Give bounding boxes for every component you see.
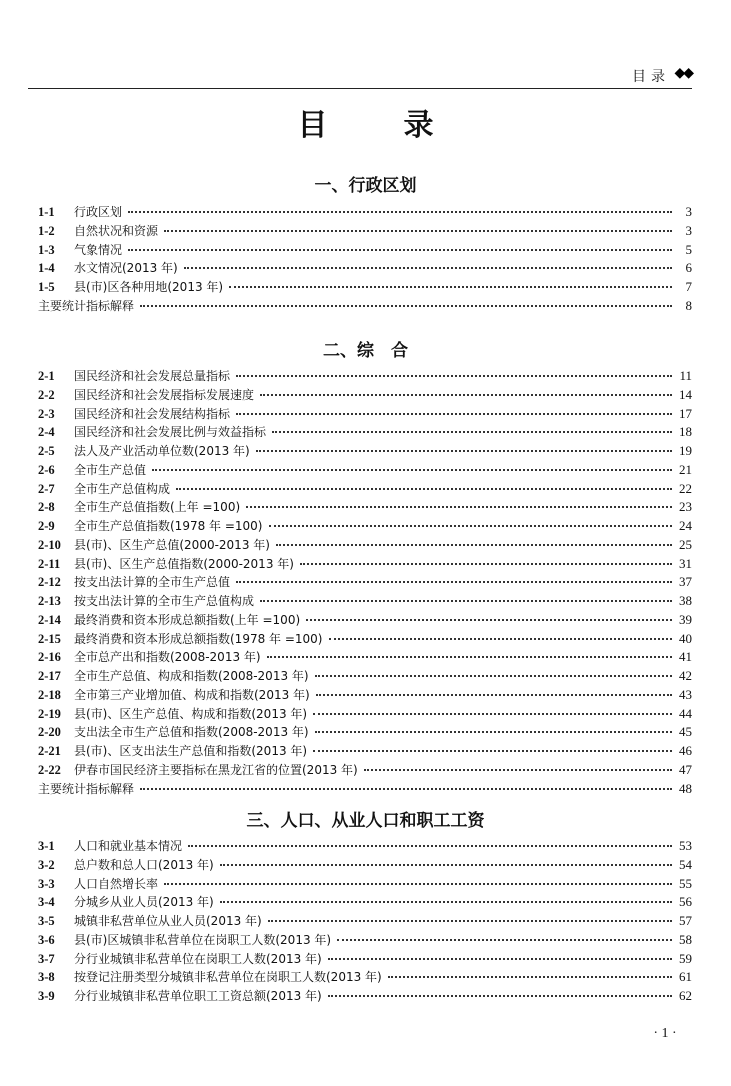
dot-leader xyxy=(316,694,672,696)
dot-leader xyxy=(128,249,672,251)
dot-leader xyxy=(268,920,672,922)
toc-entry-title: 全市生产总值构成 xyxy=(74,481,171,496)
toc-entry[interactable] xyxy=(38,950,692,969)
toc-entry-page: 14 xyxy=(679,386,692,402)
page-number: · 1 · xyxy=(653,1026,677,1041)
toc-entry-title: 国民经济和社会发展指标发展速度 xyxy=(74,387,255,402)
dot-leader xyxy=(328,995,672,997)
toc-entry-number: 2-3 xyxy=(38,406,55,421)
running-head-text: 目录 xyxy=(632,69,670,85)
toc-entry-number: 3-5 xyxy=(38,914,55,928)
toc-entry[interactable] xyxy=(38,686,692,705)
toc-entry-number: 1-2 xyxy=(38,223,55,238)
toc-entry[interactable] xyxy=(38,893,692,912)
toc-entry-page: 21 xyxy=(679,461,692,477)
toc-entry-page: 42 xyxy=(679,668,692,683)
toc-entry-page: 46 xyxy=(679,743,692,758)
toc-entry[interactable] xyxy=(38,278,692,297)
toc-entry-page: 3 xyxy=(685,222,692,238)
toc-section-3 xyxy=(38,837,692,1006)
toc-entry-title: 行政区划 xyxy=(74,205,123,219)
toc-entry-title: 分行业城镇非私营单位在岗职工人数(2013 年) xyxy=(74,951,322,966)
toc-entry-title: 分行业城镇非私营单位职工工资总额(2013 年) xyxy=(74,989,322,1003)
toc-entry-number: 2-16 xyxy=(38,650,61,665)
toc-entry-number: 2-11 xyxy=(38,556,61,571)
toc-entry[interactable] xyxy=(38,875,692,894)
toc-entry-number: 2-5 xyxy=(38,444,55,458)
toc-entry[interactable] xyxy=(38,592,692,611)
toc-entry-title: 支出法全市生产总值和指数(2008-2013 年) xyxy=(74,725,309,740)
toc-entry[interactable] xyxy=(38,723,692,742)
toc-entry[interactable] xyxy=(38,517,692,536)
dot-leader xyxy=(272,431,672,433)
toc-entry-page: 40 xyxy=(679,630,692,646)
toc-entry-page: 44 xyxy=(679,705,692,721)
diamond-ornament-icon: ◆◆ xyxy=(674,65,692,81)
dot-leader xyxy=(313,750,672,752)
toc-entry-number: 2-4 xyxy=(38,425,55,440)
toc-entry[interactable] xyxy=(38,705,692,724)
toc-entry-number: 2-13 xyxy=(38,594,61,608)
toc-entry[interactable] xyxy=(38,573,692,592)
toc-entry[interactable] xyxy=(38,367,692,386)
toc-entry-number: 2-22 xyxy=(38,762,61,777)
toc-entry-number: 2-2 xyxy=(38,387,55,402)
dot-leader xyxy=(260,600,672,602)
toc-entry-number: 2-9 xyxy=(38,519,55,533)
toc-entry-title: 人口和就业基本情况 xyxy=(74,839,183,853)
toc-entry[interactable] xyxy=(38,931,692,950)
dot-leader xyxy=(260,394,672,396)
toc-entry-page: 38 xyxy=(679,593,692,608)
toc-entry-number: 2-1 xyxy=(38,369,55,383)
toc-entry-title: 县(市)、区支出法生产总值和指数(2013 年) xyxy=(74,744,308,758)
toc-entry[interactable] xyxy=(38,630,692,649)
dot-leader xyxy=(364,769,672,771)
toc-entry-page: 37 xyxy=(679,574,692,590)
toc-entry[interactable] xyxy=(38,498,692,517)
toc-entry-number: 3-4 xyxy=(38,895,55,910)
toc-entry-page: 23 xyxy=(679,499,692,515)
toc-entry-title: 县(市)、区生产总值指数(2000-2013 年) xyxy=(74,556,294,571)
toc-entry-page: 31 xyxy=(679,555,692,571)
dot-leader xyxy=(176,488,672,490)
toc-entry-title: 全市生产总值、构成和指数(2008-2013 年) xyxy=(74,669,309,683)
toc-entry-title: 人口自然增长率 xyxy=(74,876,159,891)
toc-entry[interactable] xyxy=(38,742,692,761)
toc-entry-title: 全市生产总值 xyxy=(74,462,147,477)
toc-entry-page: 55 xyxy=(679,875,692,891)
toc-entry-title: 气象情况 xyxy=(74,242,123,257)
toc-entry[interactable] xyxy=(38,856,692,875)
toc-entry[interactable] xyxy=(38,761,692,780)
dot-leader xyxy=(276,544,672,546)
toc-entry-number: 2-7 xyxy=(38,481,55,496)
toc-entry-page: 11 xyxy=(679,368,692,383)
toc-entry-title: 全市生产总值指数(上年 =100) xyxy=(74,500,241,515)
toc-entry-number: 2-17 xyxy=(38,669,61,683)
toc-entry-number: 3-9 xyxy=(38,989,55,1003)
toc-entry[interactable] xyxy=(38,555,692,574)
dot-leader xyxy=(388,976,672,978)
toc-entry-title: 县(市)区各种用地(2013 年) xyxy=(74,280,224,294)
toc-entry-page: 57 xyxy=(679,913,692,928)
toc-entry-number: 3-2 xyxy=(38,857,55,872)
dot-leader xyxy=(220,901,672,903)
toc-entry-title: 县(市)、区生产总值、构成和指数(2013 年) xyxy=(74,706,308,721)
dot-leader xyxy=(236,375,672,377)
toc-entry[interactable] xyxy=(38,259,692,278)
toc-entry[interactable] xyxy=(38,405,692,424)
toc-entry-page: 45 xyxy=(679,724,692,740)
toc-entry-title: 自然状况和资源 xyxy=(74,223,159,238)
toc-entry-number: 3-1 xyxy=(38,839,55,853)
dot-leader xyxy=(236,413,672,415)
toc-entry-page: 62 xyxy=(679,988,692,1003)
toc-entry-number: 2-14 xyxy=(38,612,61,627)
dot-leader xyxy=(337,939,672,941)
toc-entry[interactable] xyxy=(38,968,692,987)
dot-leader xyxy=(184,267,672,269)
toc-entry-page: 8 xyxy=(685,297,692,313)
dot-leader xyxy=(246,506,672,508)
dot-leader xyxy=(328,958,672,960)
toc-entry-title: 国民经济和社会发展总量指标 xyxy=(74,369,231,383)
toc-entry-title: 国民经济和社会发展比例与效益指标 xyxy=(74,425,267,440)
toc-entry-number: 2-20 xyxy=(38,725,61,740)
toc-entry[interactable] xyxy=(38,423,692,442)
toc-entry-title: 城镇非私营单位从业人员(2013 年) xyxy=(74,914,262,928)
toc-entry-title: 水文情况(2013 年) xyxy=(74,261,178,276)
toc-entry[interactable] xyxy=(38,203,692,222)
toc-entry-number: 1-5 xyxy=(38,280,55,294)
toc-entry-number: 3-3 xyxy=(38,876,55,891)
page-title: 目录 xyxy=(297,108,510,143)
section-heading: 三、人口、从业人口和职工工资 xyxy=(246,811,485,831)
toc-entry-page: 61 xyxy=(679,969,692,985)
dot-leader xyxy=(267,656,672,658)
toc-entry-page: 58 xyxy=(679,931,692,947)
toc-entry-number: 2-15 xyxy=(38,631,61,646)
toc-entry-number: 2-8 xyxy=(38,500,55,515)
toc-entry[interactable] xyxy=(38,297,692,316)
toc-entry-title: 全市总产出和指数(2008-2013 年) xyxy=(74,650,261,665)
toc-entry[interactable] xyxy=(38,386,692,405)
toc-entry[interactable] xyxy=(38,648,692,667)
toc-entry-page: 39 xyxy=(679,611,692,627)
toc-entry-page: 19 xyxy=(679,443,692,458)
dot-leader xyxy=(315,675,672,677)
toc-entry[interactable] xyxy=(38,222,692,241)
toc-entry-number: 1-4 xyxy=(38,261,55,276)
toc-entry-page: 3 xyxy=(685,204,692,219)
toc-entry-title: 最终消费和资本形成总额指数(1978 年 =100) xyxy=(74,631,323,646)
toc-entry-title: 主要统计指标解释 xyxy=(38,298,135,313)
toc-entry-page: 6 xyxy=(685,260,692,276)
dot-leader xyxy=(140,788,672,790)
toc-entry[interactable] xyxy=(38,667,692,686)
toc-entry-number: 2-6 xyxy=(38,462,55,477)
dot-leader xyxy=(306,619,672,621)
toc-entry-title: 伊春市国民经济主要指标在黑龙江省的位置(2013 年) xyxy=(74,762,358,777)
toc-entry-number: 3-6 xyxy=(38,932,55,947)
toc-entry[interactable] xyxy=(38,536,692,555)
dot-leader xyxy=(220,864,672,866)
toc-entry-number: 2-21 xyxy=(38,744,61,758)
toc-entry-title: 最终消费和资本形成总额指数(上年 =100) xyxy=(74,612,301,627)
running-head xyxy=(28,64,692,89)
toc-entry[interactable] xyxy=(38,442,692,461)
toc-entry-page: 47 xyxy=(679,761,692,777)
toc-entry-page: 25 xyxy=(679,536,692,552)
toc-entry[interactable] xyxy=(38,611,692,630)
toc-entry-title: 主要统计指标解释 xyxy=(38,781,135,796)
toc-entry-page: 22 xyxy=(679,480,692,496)
toc-entry[interactable] xyxy=(38,987,692,1006)
dot-leader xyxy=(313,713,672,715)
toc-entry-page: 17 xyxy=(679,405,692,421)
toc-entry-page: 24 xyxy=(679,518,692,533)
toc-entry-title: 全市第三产业增加值、构成和指数(2013 年) xyxy=(74,687,310,702)
toc-entry[interactable] xyxy=(38,780,692,799)
dot-leader xyxy=(164,230,672,232)
toc-entry-title: 县(市)、区生产总值(2000-2013 年) xyxy=(74,537,270,552)
toc-entry-page: 59 xyxy=(679,950,692,966)
dot-leader xyxy=(269,525,673,527)
toc-entry-title: 县(市)区城镇非私营单位在岗职工人数(2013 年) xyxy=(74,932,332,947)
toc-entry[interactable] xyxy=(38,912,692,931)
toc-entry-number: 2-19 xyxy=(38,706,61,721)
toc-entry-title: 按支出法计算的全市生产总值构成 xyxy=(74,594,255,608)
dot-leader xyxy=(256,450,672,452)
dot-leader xyxy=(236,581,672,583)
toc-entry-number: 2-18 xyxy=(38,687,61,702)
toc-entry-page: 53 xyxy=(679,838,692,853)
toc-entry-title: 总户数和总人口(2013 年) xyxy=(74,857,214,872)
toc-entry-number: 1-1 xyxy=(38,205,55,219)
toc-entry-title: 按登记注册类型分城镇非私营单位在岗职工人数(2013 年) xyxy=(74,970,382,985)
dot-leader xyxy=(128,211,672,213)
dot-leader xyxy=(152,469,672,471)
toc-entry-page: 7 xyxy=(685,279,692,294)
toc-entry-title: 按支出法计算的全市生产总值 xyxy=(74,575,231,590)
dot-leader xyxy=(188,845,672,847)
toc-entry-title: 法人及产业活动单位数(2013 年) xyxy=(74,444,250,458)
toc-entry[interactable] xyxy=(38,461,692,480)
toc-entry-number: 1-3 xyxy=(38,242,55,257)
toc-entry-page: 54 xyxy=(679,856,692,872)
toc-entry-number: 2-10 xyxy=(38,537,61,552)
toc-entry[interactable] xyxy=(38,480,692,499)
toc-entry-page: 56 xyxy=(679,894,692,910)
toc-entry-page: 41 xyxy=(679,649,692,665)
toc-entry-number: 2-12 xyxy=(38,575,61,590)
toc-entry[interactable] xyxy=(38,241,692,260)
dot-leader xyxy=(164,883,672,885)
toc-entry-title: 分城乡从业人员(2013 年) xyxy=(74,895,214,910)
dot-leader xyxy=(229,286,672,288)
toc-entry[interactable] xyxy=(38,837,692,856)
toc-entry-number: 3-7 xyxy=(38,951,55,966)
toc-entry-title: 全市生产总值指数(1978 年 =100) xyxy=(74,519,263,533)
dot-leader xyxy=(300,563,672,565)
toc-entry-number: 3-8 xyxy=(38,970,55,985)
section-heading: 二、综 合 xyxy=(323,341,408,361)
toc-entry-title: 国民经济和社会发展结构指标 xyxy=(74,406,231,421)
toc-entry-page: 5 xyxy=(685,241,692,257)
toc-section-1 xyxy=(38,203,692,316)
toc-entry-page: 43 xyxy=(679,686,692,702)
toc-section-2 xyxy=(38,367,692,798)
toc-entry-page: 48 xyxy=(679,780,692,796)
toc-entry-page: 18 xyxy=(679,424,692,440)
dot-leader xyxy=(315,731,672,733)
section-heading: 一、行政区划 xyxy=(314,176,417,196)
dot-leader xyxy=(140,305,672,307)
dot-leader xyxy=(329,638,673,640)
